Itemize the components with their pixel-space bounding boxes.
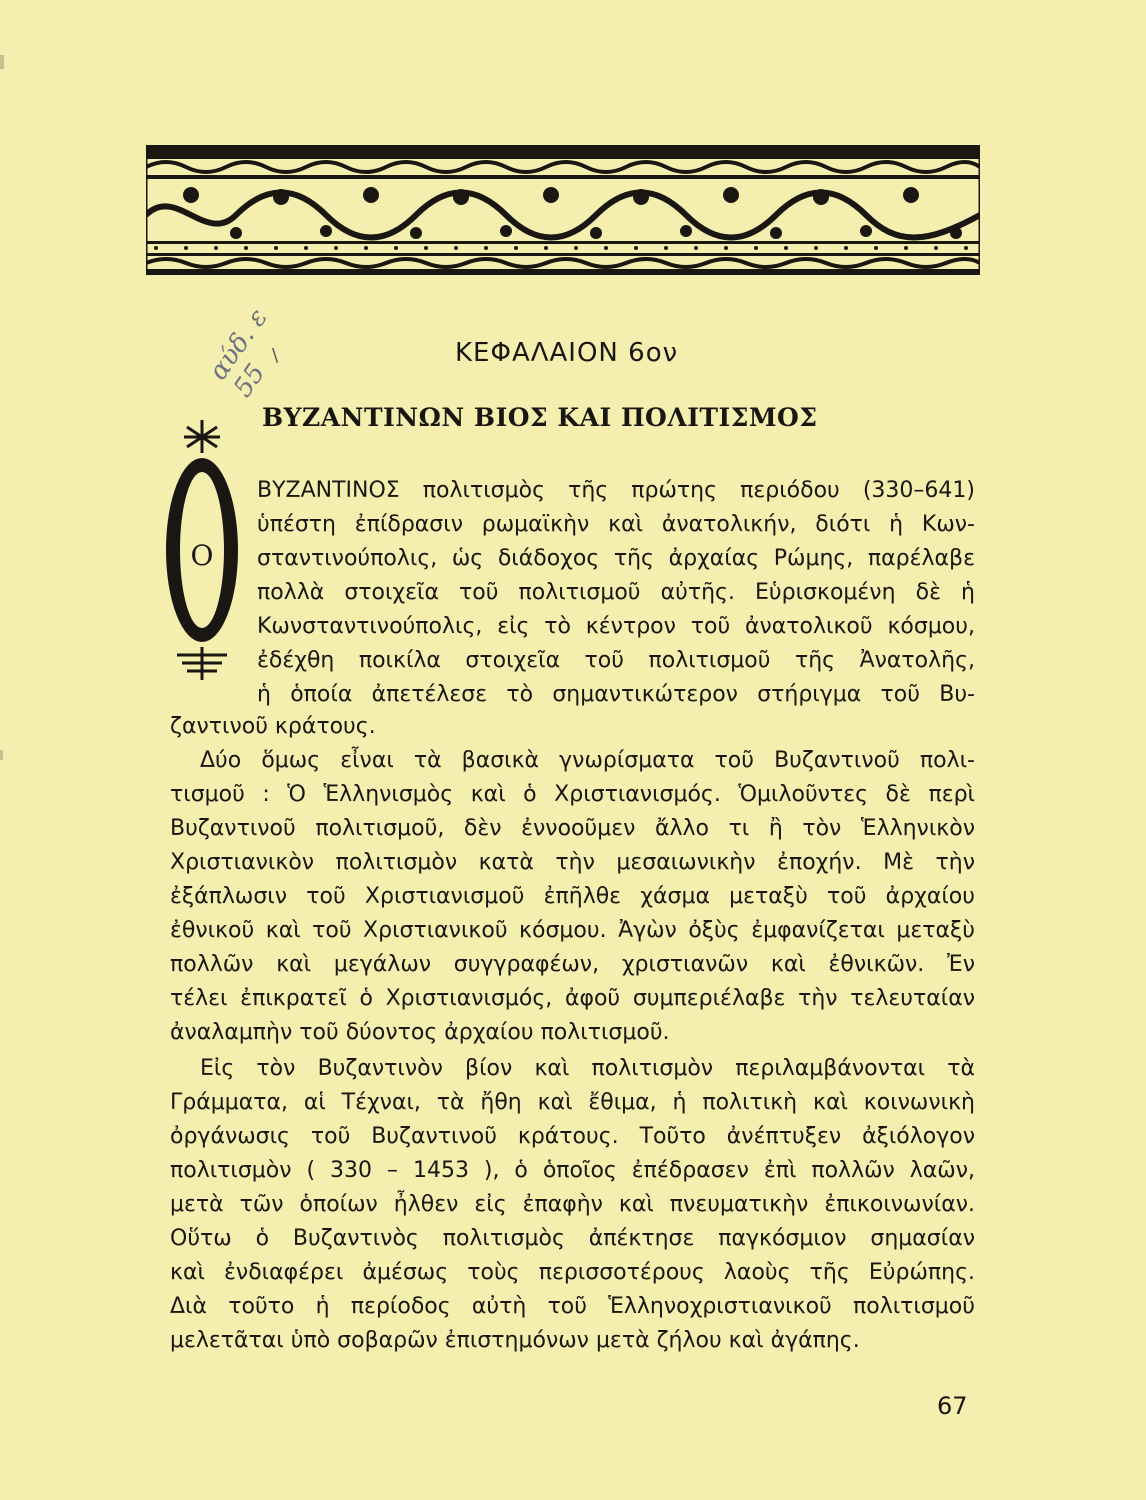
- text-line: ἡ ὁποία ἀπετέλεσε τὸ σημαντικώτερον στήριγμα τοῦ Βυ-: [257, 682, 975, 707]
- text-line: πολλὰ στοιχεῖα τοῦ πολιτισμοῦ αὐτῆς. Εὑρισκομένη δὲ ἡ: [257, 580, 975, 605]
- text-line: μετὰ τῶν ὁποίων ἦλθεν εἰς ἐπαφὴν καὶ πνευματικὴν ἐπικοινωνίαν.: [170, 1192, 975, 1217]
- text-line: ΒΥΖΑΝΤΙΝΟΣ πολιτισμὸς τῆς πρώτης περιόδου (330–641): [257, 478, 975, 503]
- drop-cap-letter: Ο: [190, 539, 214, 572]
- page-number: 67: [937, 1392, 968, 1420]
- text-line: Δύο ὅμως εἶναι τὰ βασικὰ γνωρίσματα τοῦ Βυζαντινοῦ πολι-: [200, 748, 975, 773]
- text-line: ἐδέχθη ποικίλα στοιχεῖα τοῦ πολιτισμοῦ τῆς Ἀνατολῆς,: [257, 648, 975, 673]
- chapter-label: ΚΕΦΑΛΑΙΟΝ 6ον: [455, 338, 679, 368]
- text-line: μελετᾶται ὑπὸ σοβαρῶν ἐπιστημόνων μετὰ ζήλου καὶ ἀγάπης.: [170, 1328, 860, 1353]
- text-line: ὀργάνωσις τοῦ Βυζαντινοῦ κράτους. Τοῦτο ἀνέπτυξεν ἀξιόλογον: [170, 1124, 975, 1149]
- text-line: ἐθνικοῦ καὶ τοῦ Χριστιανικοῦ κόσμου. Ἀγὼν ὀξὺς ἐμφανίζεται μεταξὺ: [170, 918, 975, 943]
- drop-cap-ornament: [152, 415, 252, 685]
- text-line: Οὕτω ὁ Βυζαντινὸς πολιτισμὸς ἀπέκτησε παγκόσμιον σημασίαν: [170, 1226, 975, 1251]
- text-line: Εἰς τὸν Βυζαντινὸν βίον καὶ πολιτισμὸν περιλαμβάνονται τὰ: [200, 1056, 975, 1081]
- text-line: Γράμματα, αἱ Τέχναι, τὰ ἤθη καὶ ἔθιμα, ἡ πολιτικὴ καὶ κοινωνικὴ: [170, 1090, 975, 1115]
- text-line: ἐξάπλωσιν τοῦ Χριστιανισμοῦ ἐπῆλθε χάσμα μεταξὺ τοῦ ἀρχαίου: [170, 884, 975, 909]
- text-line: Χριστιανικὸν πολιτισμὸν κατὰ τὴν μεσαιωνικὴν ἐποχήν. Μὲ τὴν: [170, 850, 975, 875]
- scan-edge-mark: [0, 55, 4, 69]
- text-line: ἀναλαμπὴν τοῦ δύοντος ἀρχαίου πολιτισμοῦ.: [170, 1020, 670, 1045]
- text-line: καὶ ἐνδιαφέρει ἀμέσως τοὺς περισσοτέρους λαοὺς τῆς Εὐρώπης.: [170, 1260, 975, 1285]
- text-line: ὑπέστη ἐπίδρασιν ρωμαϊκὴν καὶ ἀνατολικήν, διότι ἡ Κων-: [257, 512, 975, 537]
- text-line: Διὰ τοῦτο ἡ περίοδος αὐτὴ τοῦ Ἑλληνοχριστιανικοῦ πολιτισμοῦ: [170, 1294, 975, 1319]
- text-line: Κωνσταντινούπολις, εἰς τὸ κέντρον τοῦ ἀνατολικοῦ κόσμου,: [257, 614, 975, 639]
- chapter-title: ΒΥΖΑΝΤΙΝΩΝ ΒΙΟΣ ΚΑΙ ΠΟΛΙΤΙΣΜΟΣ: [262, 403, 818, 432]
- text-line: ζαντινοῦ κράτους.: [170, 714, 376, 739]
- pencil-tick-mark: \: [272, 345, 279, 366]
- text-line: σταντινούπολις, ὡς διάδοχος τῆς ἀρχαίας Ρώμης, παρέλαβε: [257, 546, 975, 571]
- text-line: τέλει ἐπικρατεῖ ὁ Χριστιανισμός, ἀφοῦ συμπεριέλαβε τὴν τελευταίαν: [170, 986, 975, 1011]
- text-line: τισμοῦ : Ὁ Ἑλληνισμὸς καὶ ὁ Χριστιανισμός. Ὁμιλοῦντες δὲ περὶ: [170, 782, 975, 807]
- vine-pattern: [146, 187, 980, 239]
- ornamental-header-band: [146, 145, 980, 275]
- handwritten-annotation: αύδ. ε 55: [203, 303, 274, 403]
- text-line: πολιτισμὸν ( 330 – 1453 ), ὁ ὁποῖος ἐπέδρασεν ἐπὶ πολλῶν λαῶν,: [170, 1158, 975, 1183]
- text-line: πολλῶν καὶ μεγάλων συγγραφέων, χριστιανῶν καὶ ἐθνικῶν. Ἐν: [170, 952, 975, 977]
- scan-edge-mark: [0, 750, 3, 760]
- text-line: Βυζαντινοῦ πολιτισμοῦ, δὲν ἐννοοῦμεν ἄλλο τι ἢ τὸν Ἑλληνικὸν: [170, 816, 975, 841]
- dot-row: [154, 246, 968, 250]
